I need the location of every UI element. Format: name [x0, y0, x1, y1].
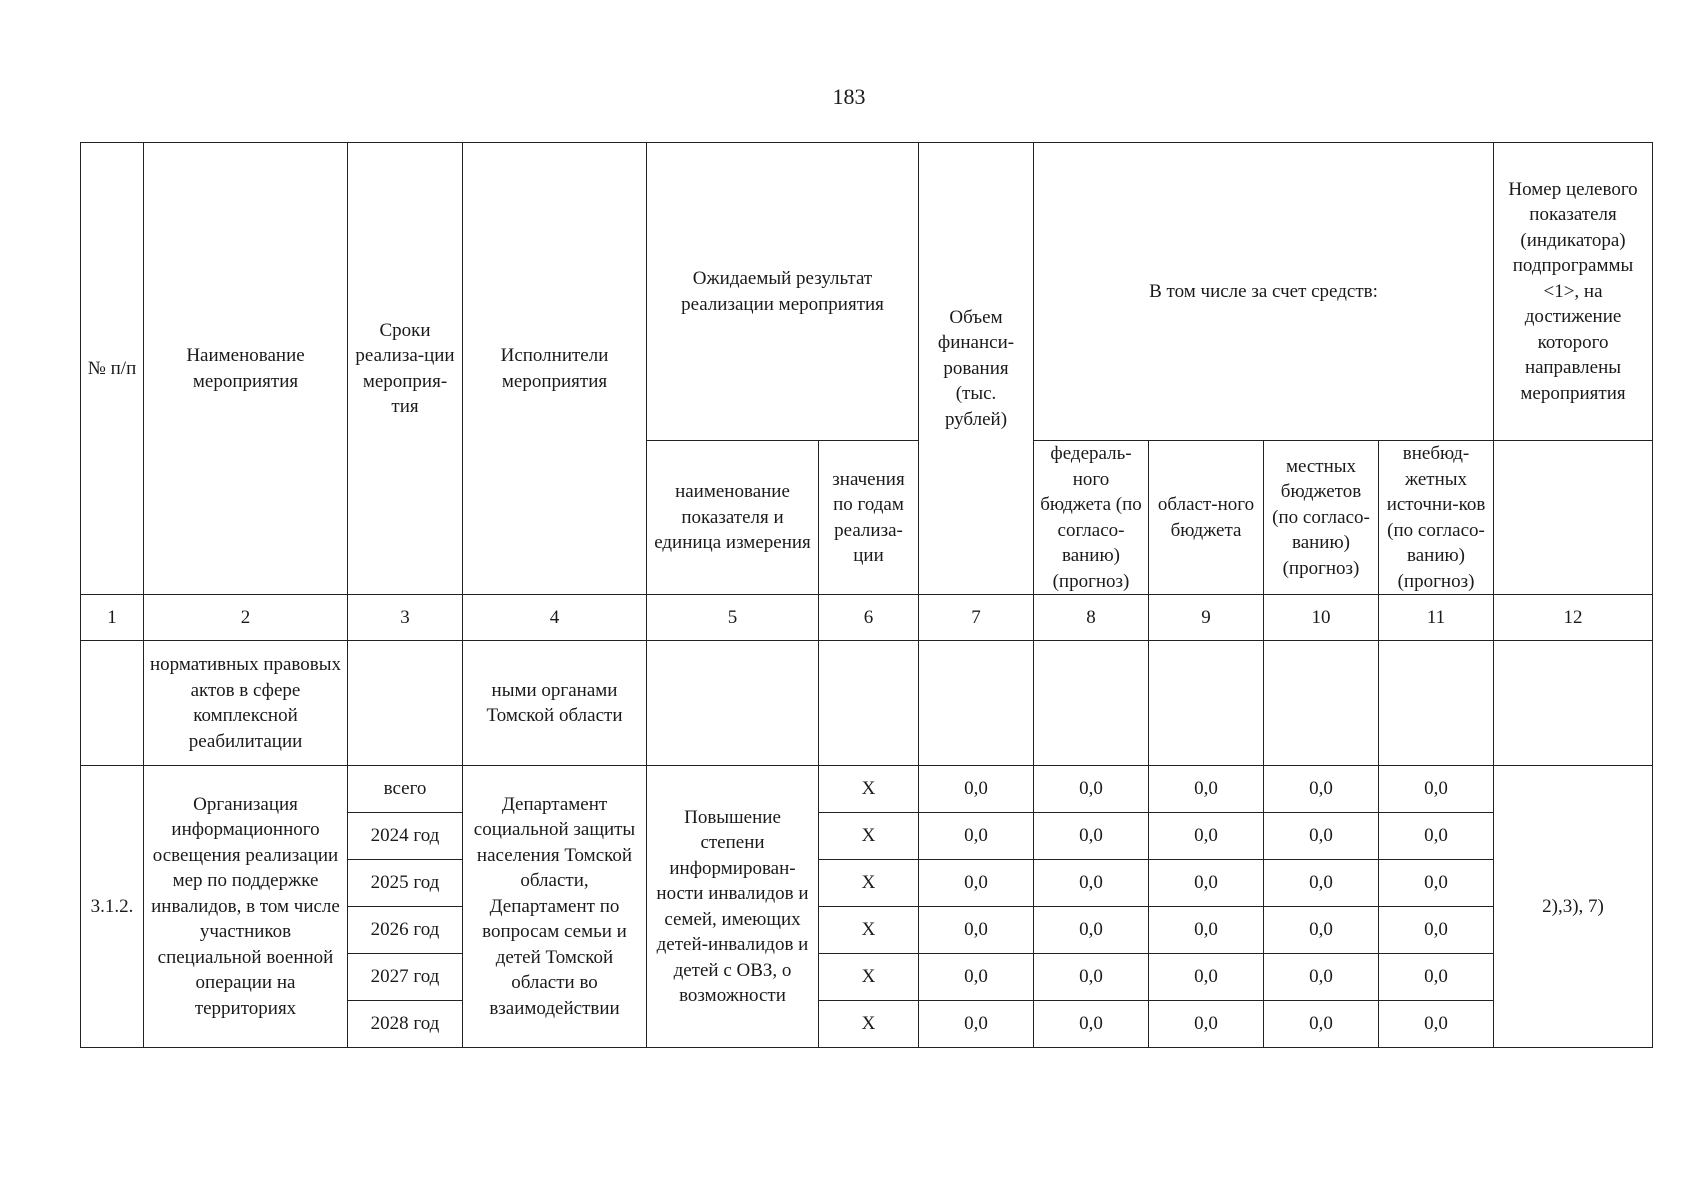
- header-name: Наименование мероприятия: [144, 143, 348, 595]
- header-local: местных бюджетов (по согласо-ванию) (прогноз): [1264, 441, 1379, 595]
- row-federal: 0,0: [1034, 907, 1149, 954]
- row-federal: 0,0: [1034, 766, 1149, 813]
- activities-table: [80, 142, 1653, 1048]
- row-federal: 0,0: [1034, 1001, 1149, 1048]
- header-expected-result: Ожидаемый результат реализации мероприятия: [647, 143, 919, 441]
- row-period: всего: [348, 766, 463, 813]
- row-period: 2027 год: [348, 954, 463, 1001]
- header-executors: Исполнители мероприятия: [463, 143, 647, 595]
- continuation-row: [81, 641, 1653, 766]
- column-number: 4: [463, 595, 647, 641]
- item-executors: Департамент социальной защиты населения Томской области, Департамент по вопросам семьи и детей Томской области во взаимодействии: [463, 766, 647, 1048]
- header-num: № п/п: [81, 143, 144, 595]
- row-extra: 0,0: [1379, 954, 1494, 1001]
- row-extra: 0,0: [1379, 860, 1494, 907]
- row-local: 0,0: [1264, 954, 1379, 1001]
- column-number: 2: [144, 595, 348, 641]
- column-number: 9: [1149, 595, 1264, 641]
- header-indicator-name: наименование показателя и единица измерения: [647, 441, 819, 595]
- header-indicator-values: значения по годам реализа-ции: [819, 441, 919, 595]
- row-period: 2025 год: [348, 860, 463, 907]
- row-volume: 0,0: [919, 907, 1034, 954]
- row-volume: 0,0: [919, 954, 1034, 1001]
- row-period: 2026 год: [348, 907, 463, 954]
- header-regional: област-ного бюджета: [1149, 441, 1264, 595]
- row-regional: 0,0: [1149, 1001, 1264, 1048]
- row-federal: 0,0: [1034, 860, 1149, 907]
- column-number: 10: [1264, 595, 1379, 641]
- row-regional: 0,0: [1149, 766, 1264, 813]
- row-local: 0,0: [1264, 860, 1379, 907]
- header-terms: Сроки реализа-ции мероприя-тия: [348, 143, 463, 595]
- continuation-name: нормативных правовых актов в сфере комплексной реабилитации: [144, 641, 348, 766]
- row-indicator-value: X: [819, 813, 919, 860]
- row-volume: 0,0: [919, 766, 1034, 813]
- row-regional: 0,0: [1149, 954, 1264, 1001]
- column-number: 3: [348, 595, 463, 641]
- column-number: 7: [919, 595, 1034, 641]
- row-local: 0,0: [1264, 813, 1379, 860]
- row-period: 2024 год: [348, 813, 463, 860]
- row-indicator-value: X: [819, 907, 919, 954]
- column-number: 6: [819, 595, 919, 641]
- row-extra: 0,0: [1379, 813, 1494, 860]
- row-period: 2028 год: [348, 1001, 463, 1048]
- row-indicator-value: X: [819, 860, 919, 907]
- row-indicator-value: X: [819, 766, 919, 813]
- column-number: 5: [647, 595, 819, 641]
- continuation-executors: ными органами Томской области: [463, 641, 647, 766]
- header-target-blank: [1494, 441, 1653, 595]
- row-extra: 0,0: [1379, 907, 1494, 954]
- row-local: 0,0: [1264, 907, 1379, 954]
- row-indicator-value: X: [819, 954, 919, 1001]
- header-extrabudget: внебюд-жетных источни-ков (по согласо-ванию) (прогноз): [1379, 441, 1494, 595]
- row-indicator-value: X: [819, 1001, 919, 1048]
- row-federal: 0,0: [1034, 813, 1149, 860]
- column-number: 12: [1494, 595, 1653, 641]
- column-number: 11: [1379, 595, 1494, 641]
- row-volume: 0,0: [919, 860, 1034, 907]
- row-extra: 0,0: [1379, 766, 1494, 813]
- row-federal: 0,0: [1034, 954, 1149, 1001]
- page-number: 183: [832, 84, 866, 109]
- item-expected: Повышение степени информирован-ности инвалидов и семей, имеющих детей-инвалидов и детей с ОВЗ, о возможности: [647, 766, 819, 1048]
- column-number: 1: [81, 595, 144, 641]
- header-target: Номер целевого показателя (индикатора) подпрограммы <1>, на достижение которого направлены мероприятия: [1494, 143, 1653, 441]
- item-num: 3.1.2.: [81, 766, 144, 1048]
- row-local: 0,0: [1264, 1001, 1379, 1048]
- header-federal: федераль-ного бюджета (по согласо-ванию) (прогноз): [1034, 441, 1149, 595]
- row-regional: 0,0: [1149, 907, 1264, 954]
- item-name: Организация информационного освещения реализации мер по поддержке инвалидов, в том числе участников специальной военной операции на территориях: [144, 766, 348, 1048]
- row-local: 0,0: [1264, 766, 1379, 813]
- header-volume: Объем финанси-рования (тыс. рублей): [919, 143, 1034, 595]
- row-regional: 0,0: [1149, 860, 1264, 907]
- row-extra: 0,0: [1379, 1001, 1494, 1048]
- row-volume: 0,0: [919, 813, 1034, 860]
- item-target: 2),3), 7): [1494, 766, 1653, 1048]
- header-including: В том числе за счет средств:: [1034, 143, 1494, 441]
- column-number: 8: [1034, 595, 1149, 641]
- row-regional: 0,0: [1149, 813, 1264, 860]
- table-row: [81, 766, 1653, 813]
- row-volume: 0,0: [919, 1001, 1034, 1048]
